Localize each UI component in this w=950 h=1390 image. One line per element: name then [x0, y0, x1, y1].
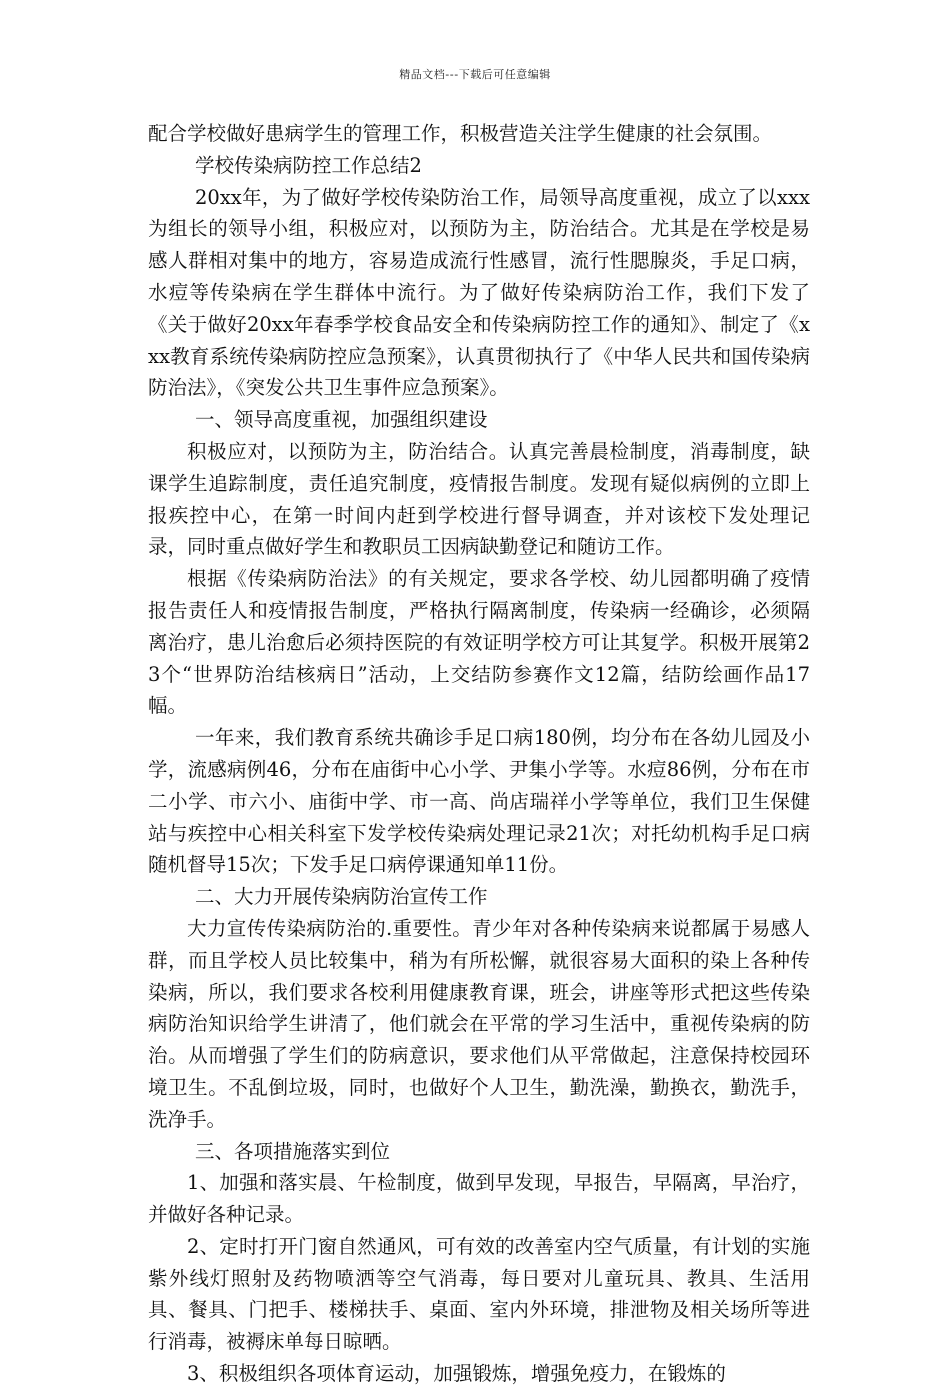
- paragraph-statistics: 一年来，我们教育系统共确诊手足口病180例，均分布在各幼儿园及小学，流感病例46，分布在庙街中心小学、尹集小学等。水痘86例，分布在市二小学、市六小、庙街中学、市一高、尚店瑞祥小学等单位，我们卫生保健站与疾控中心相关科室下发学校传染病处理记录21次；对托幼机构手足口病随机督导15次；下发手足口病停课通知单11份。: [148, 726, 810, 877]
- heading-two: 二、大力开展传染病防治宣传工作: [195, 885, 488, 909]
- list-item-1: 1、加强和落实晨、午检制度，做到早发现，早报告，早隔离，早治疗，并做好各种记录。: [148, 1171, 810, 1227]
- heading-one: 一、领导高度重视，加强组织建设: [195, 408, 488, 432]
- page-header-note: 精品文档---下载后可任意编辑: [399, 68, 551, 81]
- paragraph-continuation: 配合学校做好患病学生的管理工作，积极营造关注学生健康的社会氛围。: [148, 122, 773, 145]
- document-body: [148, 118, 810, 1390]
- heading-three: 三、各项措施落实到位: [195, 1139, 391, 1163]
- list-item-2: 2、定时打开门窗自然通风，可有效的改善室内空气质量，有计划的实施紫外线灯照射及药物喷洒等空气消毒，每日要对儿童玩具、教具、生活用具、餐具、门把手、楼梯扶手、桌面、室内外环境，排泄物及相关场所等进行消毒，被褥床单每日晾晒。: [148, 1234, 810, 1354]
- list-item-3: 3、积极组织各项体育运动，加强锻炼，增强免疫力，在锻炼的: [187, 1362, 726, 1386]
- section-title: 学校传染病防控工作总结2: [195, 153, 422, 177]
- paragraph-regulations: 根据《传染病防治法》的有关规定，要求各学校、幼儿园都明确了疫情报告责任人和疫情报告制度，严格执行隔离制度，传染病一经确诊，必须隔离治疗，患儿治愈后必须持医院的有效证明学校方可让其复学。积极开展第23个“世界防治结核病日”活动，上交结防参赛作文12篇，结防绘画作品17幅。: [148, 567, 810, 718]
- paragraph-publicity: 大力宣传传染病防治的.重要性。青少年对各种传染病来说都属于易感人群，而且学校人员比较集中，稍为有所松懈，就很容易大面积的染上各种传染病，所以，我们要求各校利用健康教育课，班会，讲座等形式把这些传染病防治知识给学生讲清了，他们就会在平常的学习生活中，重视传染病的防治。从而增强了学生们的防病意识，要求他们从平常做起，注意保持校园环境卫生。不乱倒垃圾，同时，也做好个人卫生，勤洗澡，勤换衣，勤洗手，洗净手。: [148, 916, 810, 1131]
- paragraph-intro: 20xx年，为了做好学校传染防治工作，局领导高度重视，成立了以xxx为组长的领导小组，积极应对，以预防为主，防治结合。尤其是在学校是易感人群相对集中的地方，容易造成流行性感冒，流行性腮腺炎，手足口病，水痘等传染病在学生群体中流行。为了做好传染病防治工作，我们下发了《关于做好20xx年春季学校食品安全和传染病防控工作的通知》、制定了《xxx教育系统传染病防控应急预案》，认真贯彻执行了《中华人民共和国传染病防治法》，《突发公共卫生事件应急预案》。: [148, 185, 810, 400]
- paragraph-measures: 积极应对，以预防为主，防治结合。认真完善晨检制度，消毒制度，缺课学生追踪制度，责任追究制度，疫情报告制度。发现有疑似病例的立即上报疾控中心，在第一时间内赶到学校进行督导调查，并对该校下发处理记录，同时重点做好学生和教职员工因病缺勤登记和随访工作。: [148, 439, 810, 559]
